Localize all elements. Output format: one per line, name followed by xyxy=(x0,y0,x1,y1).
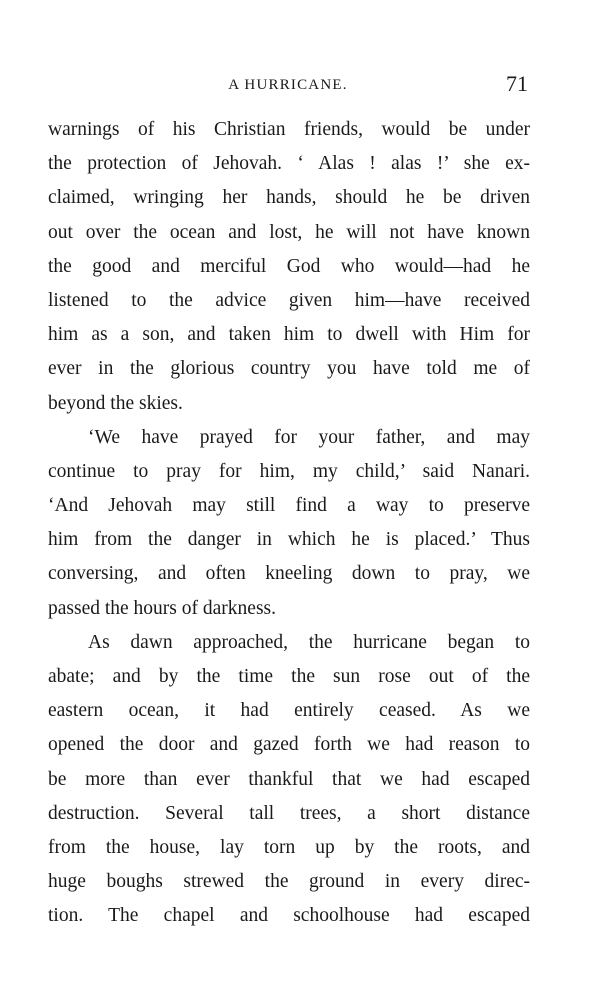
text-line: listened to the advice given him—have received xyxy=(48,289,530,311)
text-line: from the house, lay torn up by the roots, and xyxy=(48,836,530,858)
text-line: ever in the glorious country you have told me of xyxy=(48,358,530,380)
text-line: abate; and by the time the sun rose out of the xyxy=(48,666,530,687)
text-line: ‘And Jehovah may still find a way to preserve xyxy=(48,495,530,517)
paragraph xyxy=(48,626,530,934)
text-line: warnings of his Christian friends, would be under xyxy=(48,119,530,140)
text-line: ‘We have prayed for your father, and may xyxy=(88,426,530,448)
text-line: conversing, and often kneeling down to pray, we xyxy=(48,563,530,585)
text-line: out over the ocean and lost, he will not have known xyxy=(48,221,530,243)
text-line: the protection of Jehovah. ‘ Alas ! alas !’ she ex- xyxy=(48,153,530,175)
text-line: passed the hours of darkness. xyxy=(48,597,276,619)
text-line: be more than ever thankful that we had escaped xyxy=(48,768,530,790)
running-title: A HURRICANE. xyxy=(228,77,348,93)
page-number: 71 xyxy=(506,71,528,96)
paragraph xyxy=(48,421,530,626)
text-line: the good and merciful God who would—had he xyxy=(48,255,530,277)
text-line: him as a son, and taken him to dwell with Him for xyxy=(48,324,530,346)
text-line: continue to pray for him, my child,’ said Nanari. xyxy=(48,460,530,482)
text-line: huge boughs strewed the ground in every direc- xyxy=(48,871,530,893)
text-line: opened the door and gazed forth we had reason to xyxy=(48,734,530,756)
text-line: destruction. Several tall trees, a short distance xyxy=(48,802,530,824)
page-header xyxy=(48,72,528,98)
text-line: beyond the skies. xyxy=(48,392,183,414)
body-text xyxy=(48,113,530,934)
text-line: claimed, wringing her hands, should he be driven xyxy=(48,187,530,209)
paragraph xyxy=(48,113,530,421)
text-line: him from the danger in which he is placed.’ Thus xyxy=(48,529,530,551)
text-line: tion. The chapel and schoolhouse had escaped xyxy=(48,905,530,927)
text-line: As dawn approached, the hurricane began to xyxy=(88,631,530,653)
text-line: eastern ocean, it had entirely ceased. As we xyxy=(48,700,530,722)
